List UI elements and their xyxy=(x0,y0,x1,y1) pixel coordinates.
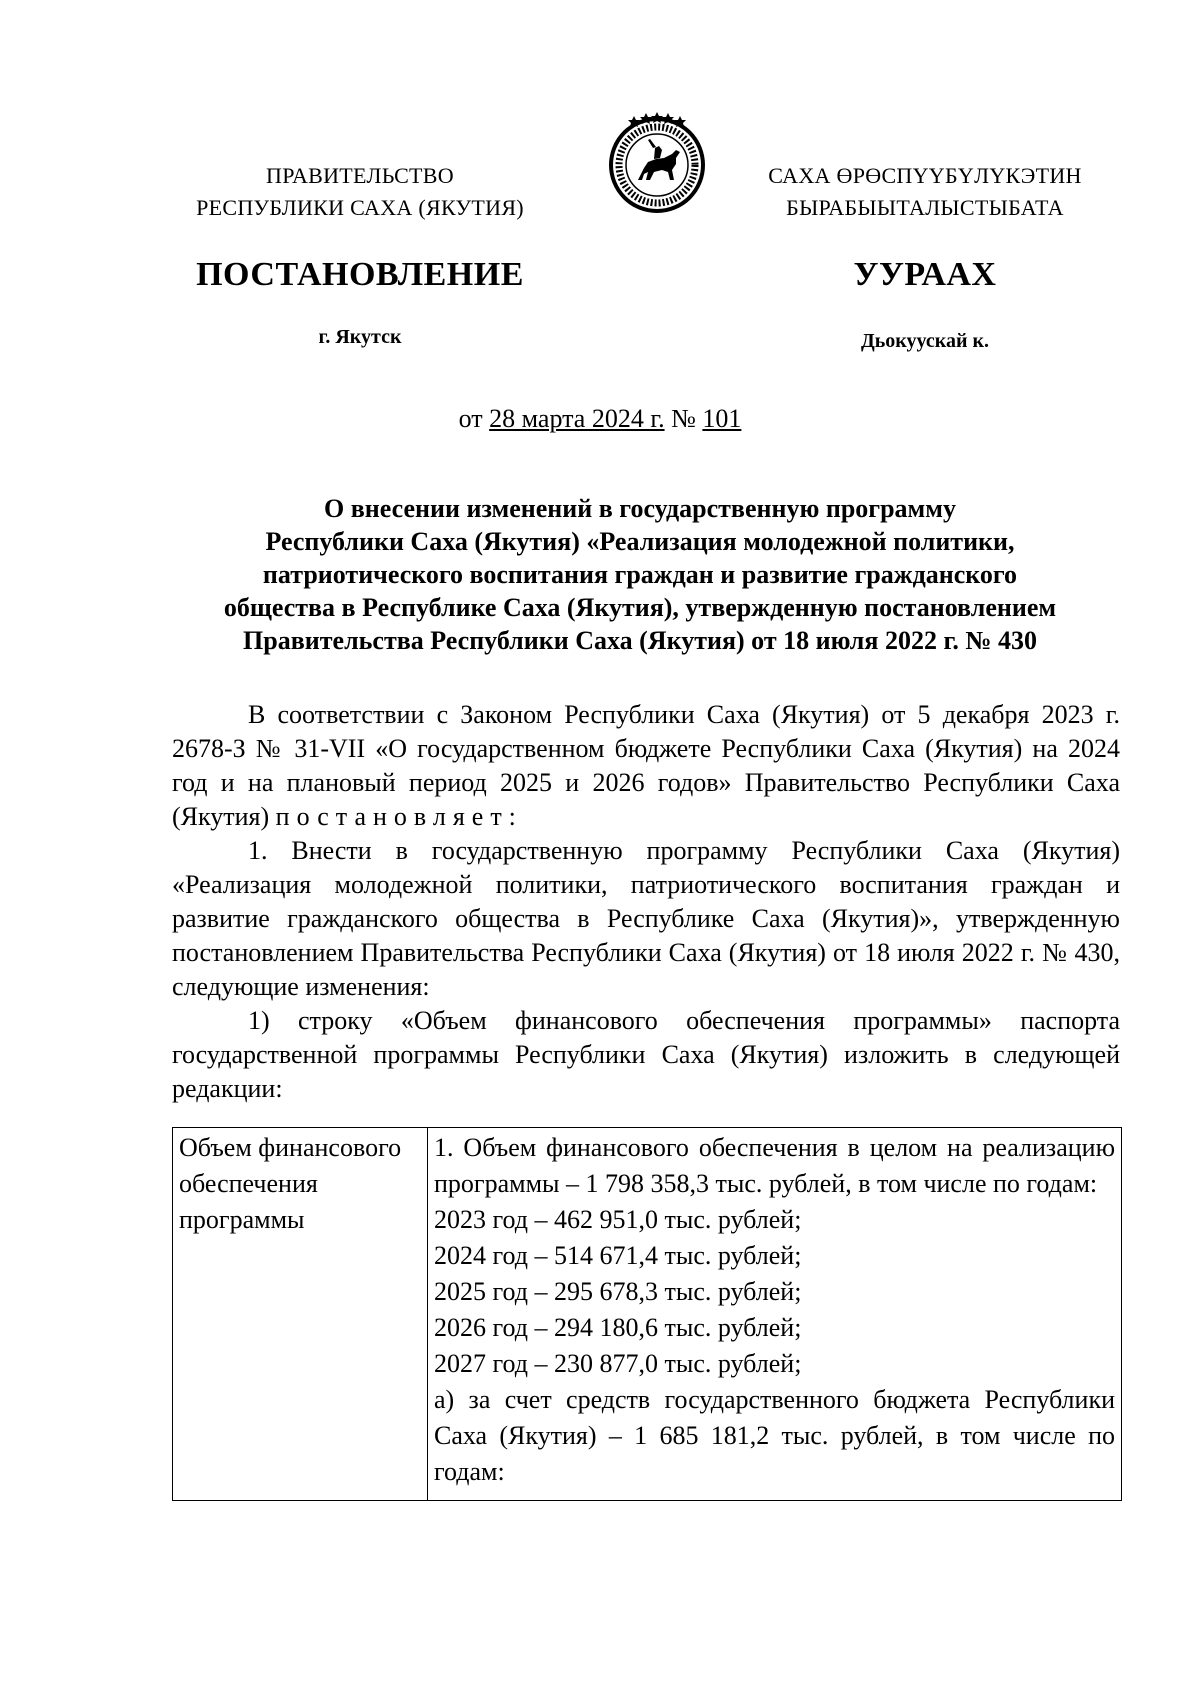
year-line: 2025 год – 295 678,3 тыс. рублей; xyxy=(434,1277,802,1306)
paragraph-preamble xyxy=(172,698,1120,834)
title-line: общества в Республике Саха (Якутия), утвержденную постановлением xyxy=(223,593,1057,622)
government-name-sah xyxy=(740,160,1110,224)
date-prefix: от xyxy=(458,404,483,433)
paragraph-item-1: 1. Внести в государственную программу Республики Саха (Якутия) «Реализация молодежной политики, патриотического воспитания граждан и развитие гражданского общества в Республике Саха (Якутия)», утвержденную постановлением Правительства Республики Саха (Якутия) от 18 июля 2022 г. № 430, следующие изменения: xyxy=(172,836,1120,1001)
title-line: О внесении изменений в государственную программу xyxy=(324,494,956,523)
government-name-ru-line1: ПРАВИТЕЛЬСТВО xyxy=(266,163,454,188)
date-value: 28 марта 2024 г. xyxy=(489,404,665,433)
paragraph-subitem-1: 1) строку «Объем финансового обеспечения программы» паспорта государственной программы Республики Саха (Якутия) изложить в следующей редакции: xyxy=(172,1006,1120,1103)
table-row xyxy=(173,1128,1122,1501)
year-line: 2026 год – 294 180,6 тыс. рублей; xyxy=(434,1313,802,1342)
government-name-sah-line2: БЫРАБЫЫТАЛЫСТЫБАТА xyxy=(786,195,1064,220)
date-line xyxy=(0,404,1200,434)
table-cell-label: Объем финансового обеспечения программы xyxy=(173,1128,428,1501)
government-name-ru-line2: РЕСПУБЛИКИ САХА (ЯКУТИЯ) xyxy=(196,195,524,220)
government-name-ru xyxy=(175,160,545,224)
table-cell-content xyxy=(428,1128,1122,1501)
government-name-sah-line1: САХА ӨРӨСПҮҮБҮЛҮКЭТИН xyxy=(768,163,1082,188)
year-line: 2023 год – 462 951,0 тыс. рублей; xyxy=(434,1205,802,1234)
title-line: Правительства Республики Саха (Якутия) от 18 июля 2022 г. № 430 xyxy=(243,626,1037,655)
number-sign: № xyxy=(671,404,696,433)
title-line: Республики Саха (Якутия) «Реализация молодежной политики, xyxy=(265,527,1015,556)
title-line: патриотического воспитания граждан и развитие гражданского xyxy=(262,560,1018,589)
year-line: 2024 год – 514 671,4 тыс. рублей; xyxy=(434,1241,802,1270)
document-type-ru: ПОСТАНОВЛЕНИЕ xyxy=(196,256,524,293)
resolves-word: постановляет: xyxy=(275,802,523,831)
financing-subitem-a: а) за счет средств государственного бюджета Республики Саха (Якутия) – 1 685 181,2 тыс. рублей, в том числе по годам: xyxy=(434,1385,1115,1486)
document-body xyxy=(172,698,1120,1106)
city-ru: г. Якутск xyxy=(318,326,402,348)
preamble-text: В соответствии с Законом Республики Саха (Якутия) от 5 декабря 2023 г. 2678-З № 31-VII «О государственном бюджете Республики Саха (Якутия) на 2024 год и на плановый период 2025 и 2026 годов» Правительство Республики Саха (Якутия) xyxy=(172,700,1120,831)
year-line: 2027 год – 230 877,0 тыс. рублей; xyxy=(434,1349,802,1378)
financing-intro: 1. Объем финансового обеспечения в целом на реализацию программы – 1 798 358,3 тыс. рублей, в том числе по годам: xyxy=(434,1133,1115,1198)
coat-of-arms-icon xyxy=(604,112,710,218)
document-number: 101 xyxy=(702,404,742,433)
financing-table xyxy=(172,1127,1122,1501)
document-type-sah: УУРААХ xyxy=(853,256,997,293)
document-title xyxy=(160,492,1120,657)
city-sah: Дьокуускай к. xyxy=(860,330,990,352)
